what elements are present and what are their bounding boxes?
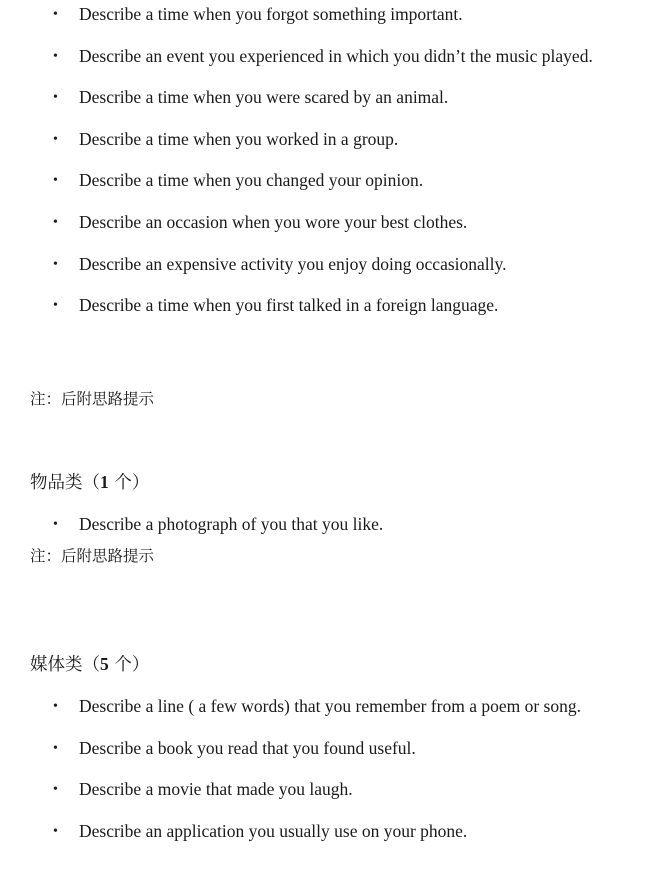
bullet-icon: • bbox=[53, 90, 58, 106]
heading-prefix: 物品类（ bbox=[30, 473, 100, 493]
list-item bbox=[0, 0, 666, 36]
bullet-icon: • bbox=[53, 7, 58, 22]
items-topic-list bbox=[0, 504, 666, 546]
list-item bbox=[0, 728, 666, 770]
heading-count: 1 bbox=[100, 472, 109, 492]
list-item bbox=[0, 160, 666, 202]
heading-prefix: 媒体类（ bbox=[30, 655, 100, 675]
list-item-text: Describe a book you read that you found useful. bbox=[79, 737, 416, 758]
list-item bbox=[0, 285, 666, 327]
list-item bbox=[0, 811, 666, 853]
note-text: 注：后附思路提示 bbox=[30, 547, 155, 565]
section-heading-items bbox=[30, 470, 149, 495]
list-item bbox=[0, 36, 666, 78]
list-item-text: Describe an event you experienced in which you didn’t the music played. bbox=[79, 45, 593, 66]
list-item-text: Describe a photograph of you that you like. bbox=[79, 514, 384, 534]
list-item bbox=[0, 769, 666, 811]
list-item bbox=[0, 202, 666, 244]
list-item bbox=[0, 244, 666, 286]
list-item-text: Describe a line ( a few words) that you remember from a poem or song. bbox=[79, 696, 581, 716]
heading-suffix: 个） bbox=[108, 655, 150, 675]
list-item-text: Describe a movie that made you laugh. bbox=[79, 779, 353, 800]
list-item-text: Describe a time when you forgot something important. bbox=[79, 4, 463, 24]
list-item-text: Describe a time when you worked in a group. bbox=[79, 128, 399, 149]
bullet-icon: • bbox=[53, 214, 58, 230]
section-heading-media bbox=[30, 652, 149, 677]
events-topic-list bbox=[0, 0, 666, 327]
list-item-text: Describe an occasion when you wore your best clothes. bbox=[79, 211, 468, 232]
list-item-text: Describe an application you usually use on your phone. bbox=[79, 820, 468, 841]
list-item-text: Describe a time when you were scared by an animal. bbox=[79, 87, 449, 108]
bullet-icon: • bbox=[53, 48, 58, 64]
list-item-text: Describe a time when you changed your opinion. bbox=[79, 170, 424, 191]
bullet-icon: • bbox=[53, 517, 58, 532]
bullet-icon: • bbox=[53, 173, 58, 189]
bullet-icon: • bbox=[53, 823, 58, 839]
bullet-icon: • bbox=[53, 699, 58, 714]
bullet-icon: • bbox=[53, 782, 58, 798]
list-item bbox=[0, 119, 666, 161]
list-item-text: Describe a time when you first talked in a foreign language. bbox=[79, 295, 499, 316]
list-item bbox=[0, 686, 666, 728]
bullet-icon: • bbox=[53, 256, 58, 272]
heading-count: 5 bbox=[100, 654, 109, 674]
bullet-icon: • bbox=[53, 298, 58, 314]
list-item bbox=[0, 504, 666, 546]
media-topic-list bbox=[0, 686, 666, 852]
list-item bbox=[0, 77, 666, 119]
list-item-text: Describe an expensive activity you enjoy doing occasionally. bbox=[79, 253, 507, 274]
note-text: 注：后附思路提示 bbox=[30, 390, 155, 408]
heading-suffix: 个） bbox=[108, 473, 150, 493]
bullet-icon: • bbox=[53, 740, 58, 756]
bullet-icon: • bbox=[53, 131, 58, 147]
